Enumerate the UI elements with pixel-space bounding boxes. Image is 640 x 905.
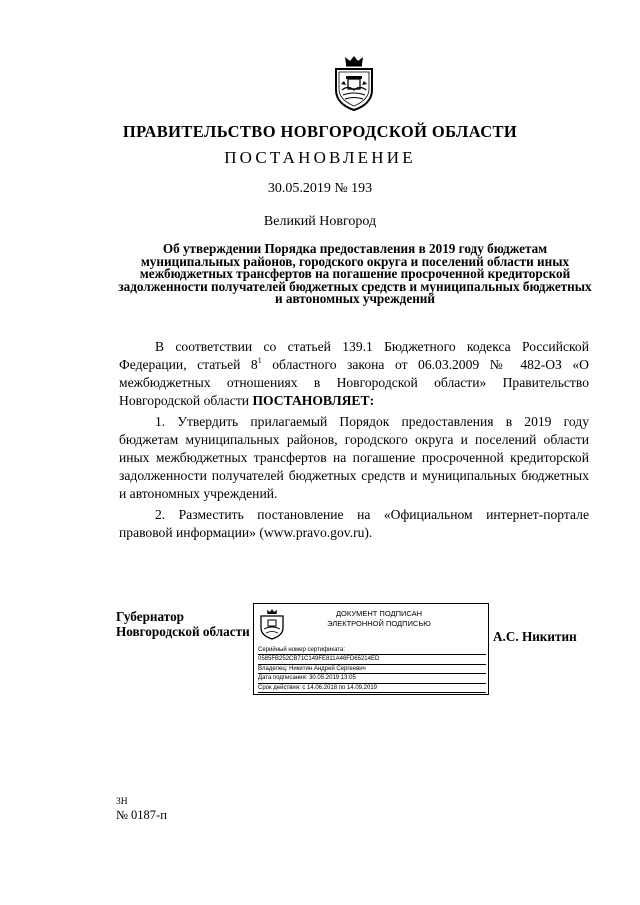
document-title: Об утверждении Порядка предоставления в 2019 году бюджетам муниципальных районов, городского округа и поселений области иных межбюджетных трансфертов на погашение просроченной кредиторской задолженности получателей бюджетных средств и муниципальных бюджетных и автономных учреждений bbox=[118, 241, 592, 307]
signatory-position-line2: Новгородской области bbox=[116, 624, 250, 639]
stamp-serial-label: Серийный номер сертификата: bbox=[258, 646, 486, 655]
signatory-position-line1: Губернатор bbox=[116, 609, 184, 624]
preamble-paragraph bbox=[119, 338, 589, 410]
item-2-paragraph: 2. Разместить постановление на «Официальном интернет-портале правовой информации» (www.pravo.gov.ru). bbox=[119, 507, 589, 540]
document-type: ПОСТАНОВЛЕНИЕ bbox=[224, 148, 416, 167]
document-body bbox=[119, 338, 589, 542]
footer-code: 3Н bbox=[116, 797, 128, 807]
document-date-number: 30.05.2019 № 193 bbox=[267, 181, 373, 196]
signatory-position bbox=[116, 609, 250, 639]
stamp-owner: Владелец: Никитин Андрей Сергеевич bbox=[258, 665, 486, 674]
government-name: ПРАВИТЕЛЬСТВО НОВГОРОДСКОЙ ОБЛАСТИ bbox=[122, 122, 518, 141]
preamble-superscript: 1 bbox=[257, 356, 262, 365]
electronic-signature-stamp bbox=[253, 603, 489, 695]
stamp-heading-line2: ЭЛЕКТРОННОЙ ПОДПИСЬЮ bbox=[327, 618, 431, 628]
document-city: Великий Новгород bbox=[263, 214, 377, 229]
coat-of-arms-icon bbox=[330, 54, 378, 112]
document-footer bbox=[116, 796, 167, 822]
preamble-text-b: областного закона от 06.03.2009 № 482-ОЗ «О межбюджетных отношениях в Новгородской области» Правительство Новгородской области bbox=[119, 357, 589, 408]
stamp-heading-line1: ДОКУМЕНТ ПОДПИСАН bbox=[335, 609, 423, 618]
stamp-signed-date: Дата подписания: 30.05.2019 13:05 bbox=[258, 674, 486, 683]
stamp-serial-value: 0585FB252CB71C149FE811A46FD65214ED bbox=[258, 655, 486, 664]
stamp-details bbox=[258, 646, 486, 693]
stamp-coat-of-arms-icon bbox=[258, 608, 286, 640]
preamble-text-a: В соответствии со статьей 139.1 Бюджетного кодекса Российской Федерации, статьей 8 bbox=[119, 339, 589, 372]
stamp-validity: Срок действия: с 14.06.2018 по 14.09.2019 bbox=[258, 684, 486, 693]
item-1-paragraph: 1. Утвердить прилагаемый Порядок предоставления в 2019 году бюджетам муниципальных районов, городского округа и поселений области иных межбюджетных трансфертов на погашение просроченной кредиторской задолженности получателей бюджетных средств и муниципальных бюджетных и автономных учреждений. bbox=[119, 414, 589, 501]
stamp-heading bbox=[294, 609, 464, 628]
signatory-name: А.С. Никитин bbox=[493, 629, 577, 644]
resolves-keyword: ПОСТАНОВЛЯЕТ: bbox=[252, 393, 375, 408]
registration-number: № 0187-п bbox=[116, 808, 167, 822]
